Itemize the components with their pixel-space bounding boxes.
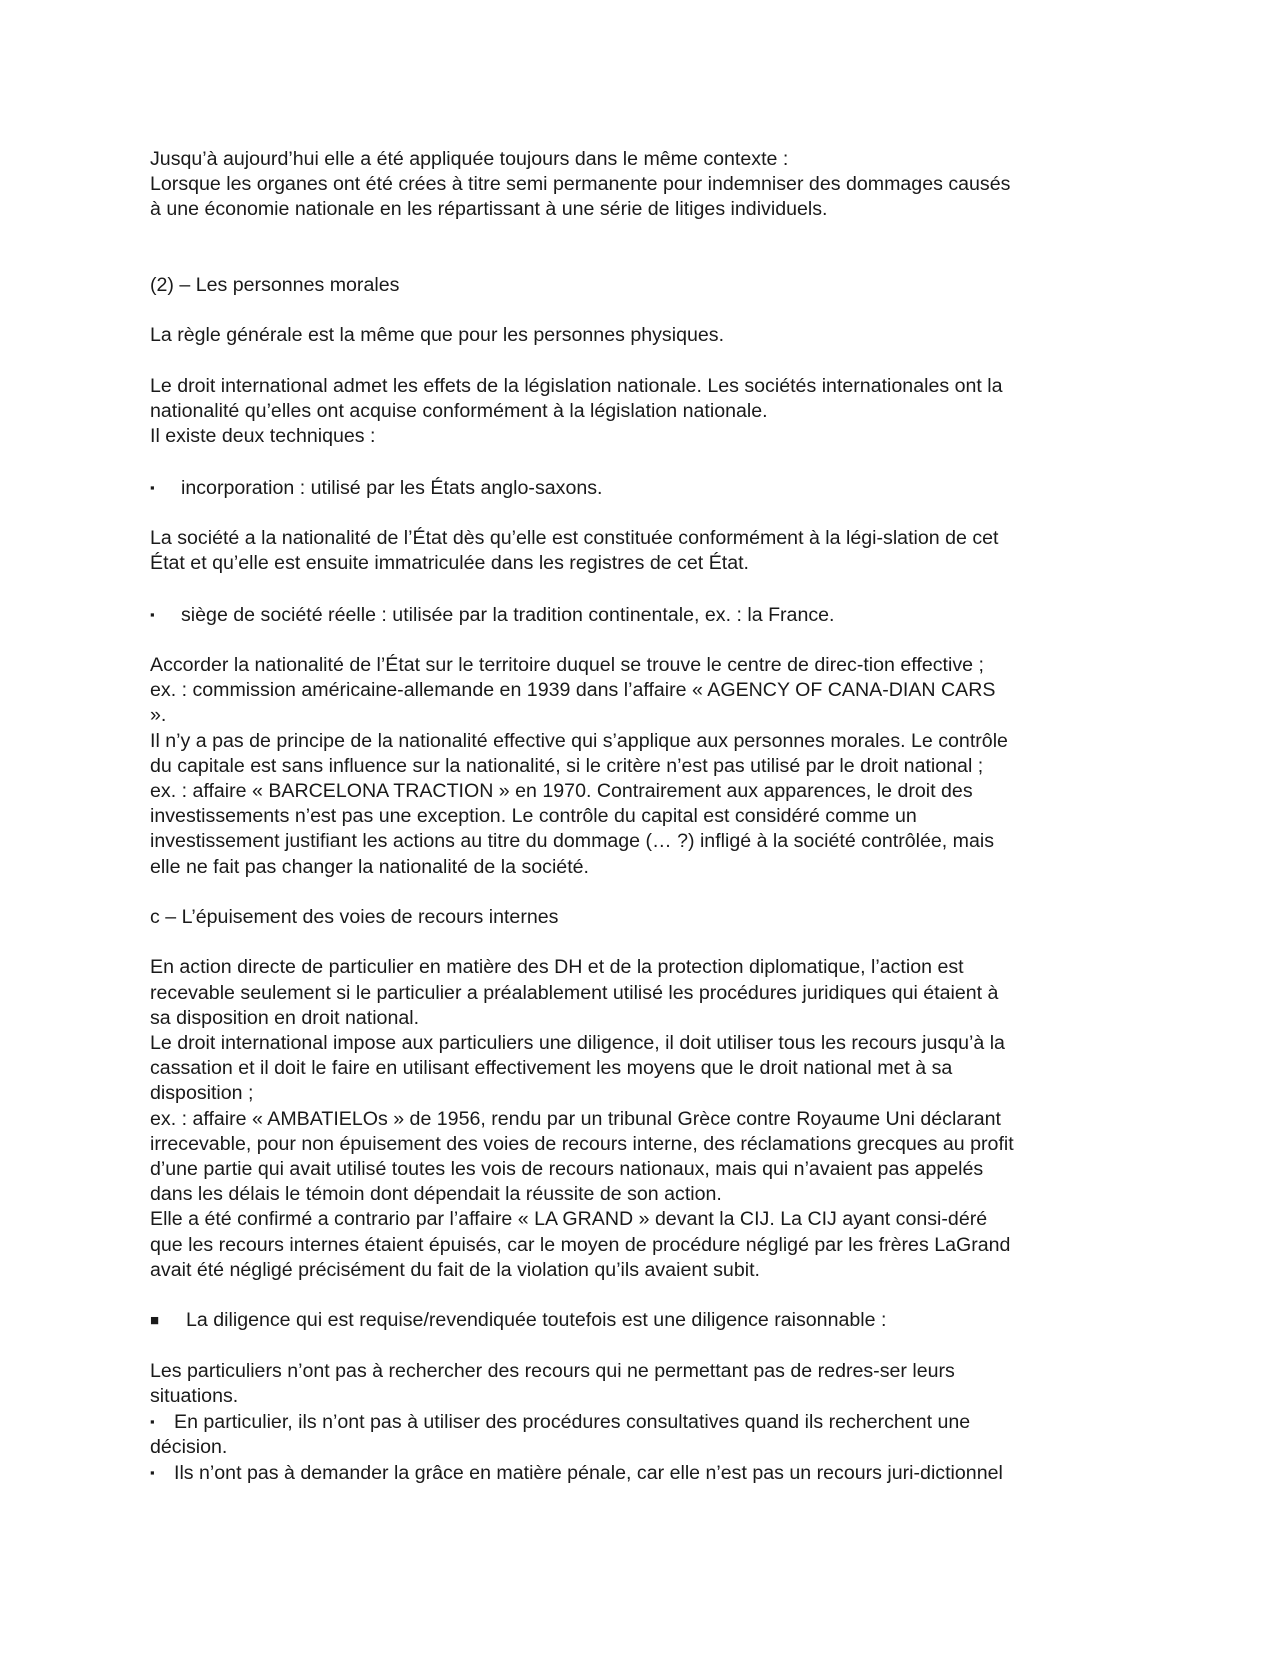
text-line: Jusqu’à aujourd’hui elle a été appliquée toujours dans le même contexte : xyxy=(150,148,789,170)
text-line: Les particuliers n’ont pas à rechercher des recours qui ne permettant pas de redres-ser leurs xyxy=(150,1359,955,1382)
bullet-text: Ils n’ont pas à demander la grâce en matière pénale, car elle n’est pas un recours juri-dictionnel xyxy=(174,1462,1003,1485)
section-heading-personnes-morales: (2) – Les personnes morales xyxy=(150,274,400,296)
spacer xyxy=(150,449,1130,474)
document-body xyxy=(150,147,1130,1487)
text-line: dans les délais le témoin dont dépendait la réussite de son action. xyxy=(150,1183,722,1206)
bullet-item-grace xyxy=(150,1460,1130,1486)
black-square-bullet-icon: ■ xyxy=(150,1312,160,1330)
text-line: État et qu’elle est ensuite immatriculée dans les registres de cet État. xyxy=(150,552,749,575)
text-line: Lorsque les organes ont été crées à titre semi permanente pour indemniser des dommages causés xyxy=(150,173,1011,196)
text-line: Elle a été confirmé a contrario par l’affaire « LA GRAND » devant la CIJ. La CIJ ayant consi-déré xyxy=(150,1208,988,1231)
text-line: En action directe de particulier en matière des DH et de la protection diplomatique, l’action est xyxy=(150,956,964,979)
text-line: recevable seulement si le particulier a préalablement utilisé les procédures juridiques qui étaient à xyxy=(150,981,999,1004)
section-heading-epuisement: c – L’épuisement des voies de recours internes xyxy=(150,905,559,928)
paragraph-context xyxy=(150,147,1130,223)
text-line: Accorder la nationalité de l’État sur le territoire duquel se trouve le centre de direc-tion effective ; xyxy=(150,653,984,676)
text-line: Il n’y a pas de principe de la nationalité effective qui s’applique aux personnes morales. Le contrôle xyxy=(150,729,1008,752)
square-bullet-icon: ▪ xyxy=(150,479,155,495)
text-line: que les recours internes étaient épuisés, car le moyen de procédure négligé par les frères LaGrand xyxy=(150,1233,1011,1256)
text-line: avait été négligé précisément du fait de la violation qu’ils avaient subit. xyxy=(150,1258,760,1281)
bullet-line xyxy=(150,1409,1130,1435)
spacer xyxy=(150,223,1130,273)
spacer xyxy=(150,628,1130,653)
bullet-text: siège de société réelle : utilisée par la tradition continentale, ex. : la France. xyxy=(181,603,835,626)
text-line: sa disposition en droit national. xyxy=(150,1006,420,1029)
spacer xyxy=(150,880,1130,905)
text-line: disposition ; xyxy=(150,1082,254,1105)
bullet-item-incorporation xyxy=(150,475,1130,501)
text-line: ex. : affaire « AMBATIELOs » de 1956, rendu par un tribunal Grèce contre Royaume Uni déclarant xyxy=(150,1107,1001,1130)
bullet-item-procedures-consultatives xyxy=(150,1409,1130,1460)
text-line: ex. : commission américaine-allemande en 1939 dans l’affaire « AGENCY OF CANA-DIAN CARS xyxy=(150,679,996,702)
paragraph-nationalite-effective xyxy=(150,653,1130,880)
paragraph-incorporation-detail xyxy=(150,526,1130,576)
bullet-item-siege-social xyxy=(150,602,1130,628)
text-line: Le droit international admet les effets de la législation nationale. Les sociétés internationales ont la xyxy=(150,374,1003,397)
spacer xyxy=(150,1283,1130,1308)
text-line: Le droit international impose aux particuliers une diligence, il doit utiliser tous les recours jusqu’à la xyxy=(150,1031,1005,1054)
paragraph-regle-generale: La règle générale est la même que pour les personnes physiques. xyxy=(150,324,725,347)
paragraph-droit-international xyxy=(150,374,1130,450)
spacer xyxy=(150,1333,1130,1358)
spacer xyxy=(150,349,1130,374)
text-line: nationalité qu’elles ont acquise conformément à la législation nationale. xyxy=(150,399,768,422)
bullet-item-diligence xyxy=(150,1308,1130,1333)
text-line: elle ne fait pas changer la nationalité de la société. xyxy=(150,855,589,878)
text-line: à une économie nationale en les répartissant à une série de litiges individuels. xyxy=(150,198,828,221)
paragraph-recours-internes xyxy=(150,955,1130,1283)
bullet-text: La diligence qui est requise/revendiquée toutefois est une diligence raisonnable : xyxy=(186,1309,887,1332)
bullet-text: incorporation : utilisé par les États anglo-saxons. xyxy=(181,476,603,499)
text-line: La société a la nationalité de l’État dès qu’elle est constituée conformément à la légi-slation de cet xyxy=(150,526,999,549)
text-line: irrecevable, pour non épuisement des voies de recours interne, des réclamations grecques au profit xyxy=(150,1132,1014,1155)
text-line: investissement justifiant les actions au titre du dommage (… ?) infligé à la société contrôlée, mais xyxy=(150,830,995,853)
text-line: situations. xyxy=(150,1384,239,1407)
square-bullet-icon: ▪ xyxy=(150,1413,155,1429)
paragraph-particuliers xyxy=(150,1359,1130,1409)
text-line: ex. : affaire « BARCELONA TRACTION » en 1970. Contrairement aux apparences, le droit des xyxy=(150,779,973,802)
square-bullet-icon: ▪ xyxy=(150,606,155,622)
text-line: d’une partie qui avait utilisé toutes les vois de recours nationaux, mais qui n’avaient pas appelés xyxy=(150,1157,984,1180)
bullet-text: En particulier, ils n’ont pas à utiliser des procédures consultatives quand ils recherchent une xyxy=(174,1410,971,1433)
spacer xyxy=(150,298,1130,323)
spacer xyxy=(150,930,1130,955)
spacer xyxy=(150,576,1130,601)
square-bullet-icon: ▪ xyxy=(150,1465,155,1481)
spacer xyxy=(150,501,1130,526)
text-line: du capitale est sans influence sur la nationalité, si le critère n’est pas utilisé par le droit national ; xyxy=(150,754,984,777)
text-line: cassation et il doit le faire en utilisant effectivement les moyens que le droit national met à sa xyxy=(150,1057,953,1080)
text-line: ». xyxy=(150,704,167,727)
text-line: investissements n’est pas une exception. Le contrôle du capital est considéré comme un xyxy=(150,805,917,828)
text-line: Il existe deux techniques : xyxy=(150,425,376,448)
text-line: décision. xyxy=(150,1436,228,1459)
